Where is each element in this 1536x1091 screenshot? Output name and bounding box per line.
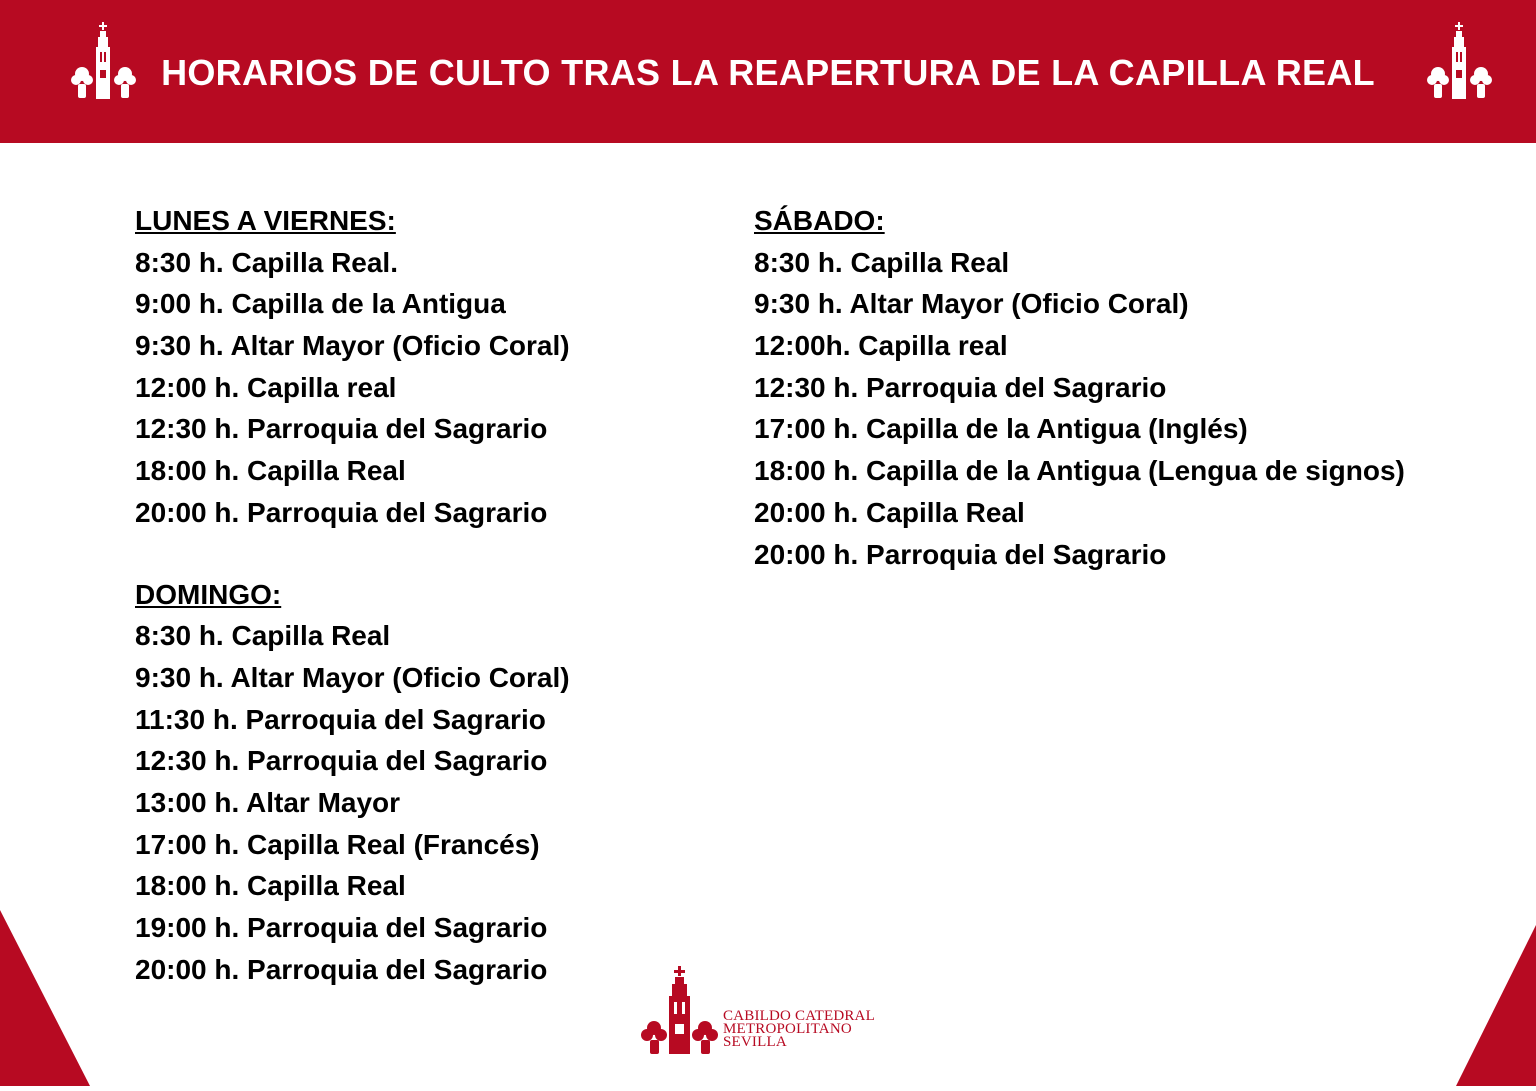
footer-line-1: CABILDO CATEDRAL [723, 1008, 875, 1024]
schedule-entry: 17:00 h. Capilla de la Antigua (Inglés) [754, 413, 1248, 445]
schedule-entry: 20:00 h. Parroquia del Sagrario [754, 538, 1167, 570]
weekdays-section [135, 200, 570, 534]
schedule-right-column [754, 200, 1405, 575]
schedule-entry: 19:00 h. Parroquia del Sagrario [135, 912, 548, 943]
schedule-entry: 20:00 h. Capilla Real [754, 496, 1025, 528]
schedule-entry: 17:00 h. Capilla Real (Francés) [135, 828, 540, 860]
page-title: HORARIOS DE CULTO TRAS LA REAPERTURA DE LA CAPILLA REAL [161, 52, 1375, 93]
schedule-entry: 9:00 h. Capilla de la Antigua [135, 288, 506, 320]
schedule-entry: 18:00 h. Capilla Real [135, 455, 406, 487]
schedule-left-column [135, 200, 570, 990]
sunday-section [135, 574, 570, 991]
schedule-entry: 9:30 h. Altar Mayor (Oficio Coral) [754, 288, 1189, 320]
footer-line-2: METROPOLITANO [723, 1021, 852, 1037]
schedule-entry: 18:00 h. Capilla de la Antigua (Lengua de signos) [754, 455, 1405, 487]
schedule-entry: 12:30 h. Parroquia del Sagrario [754, 371, 1167, 403]
schedule-entry: 18:00 h. Capilla Real [135, 870, 406, 902]
schedule-entry: 20:00 h. Parroquia del Sagrario [135, 953, 548, 985]
cabildo-catedral-wordmark [723, 1010, 875, 1049]
schedule-entry: 9:30 h. Altar Mayor (Oficio Coral) [135, 330, 570, 362]
schedule-entry: 8:30 h. Capilla Real [135, 620, 391, 652]
schedule-entry: 9:30 h. Altar Mayor (Oficio Coral) [135, 661, 570, 693]
schedule-entry: 8:30 h. Capilla Real. [135, 246, 398, 278]
schedule-entry: 12:30 h. Parroquia del Sagrario [135, 745, 548, 777]
schedule-entry: 12:00 h. Capilla real [135, 371, 397, 403]
saturday-section [754, 200, 1405, 575]
schedule-entry: 12:30 h. Parroquia del Sagrario [135, 413, 548, 445]
saturday-heading: SÁBADO: [754, 205, 885, 236]
schedule-entry: 20:00 h. Parroquia del Sagrario [135, 496, 548, 528]
schedule-entry: 12:00h. Capilla real [754, 330, 1008, 362]
corner-decoration-right [1456, 925, 1536, 1091]
footer-line-3: SEVILLA [723, 1034, 787, 1050]
schedule-entry: 11:30 h. Parroquia del Sagrario [135, 703, 546, 735]
schedule-entry: 13:00 h. Altar Mayor [135, 786, 401, 818]
schedule-entry: 8:30 h. Capilla Real [754, 246, 1010, 278]
corner-decoration-left [0, 910, 90, 1091]
sunday-heading: DOMINGO: [135, 578, 282, 610]
weekdays-heading: LUNES A VIERNES: [135, 205, 396, 236]
